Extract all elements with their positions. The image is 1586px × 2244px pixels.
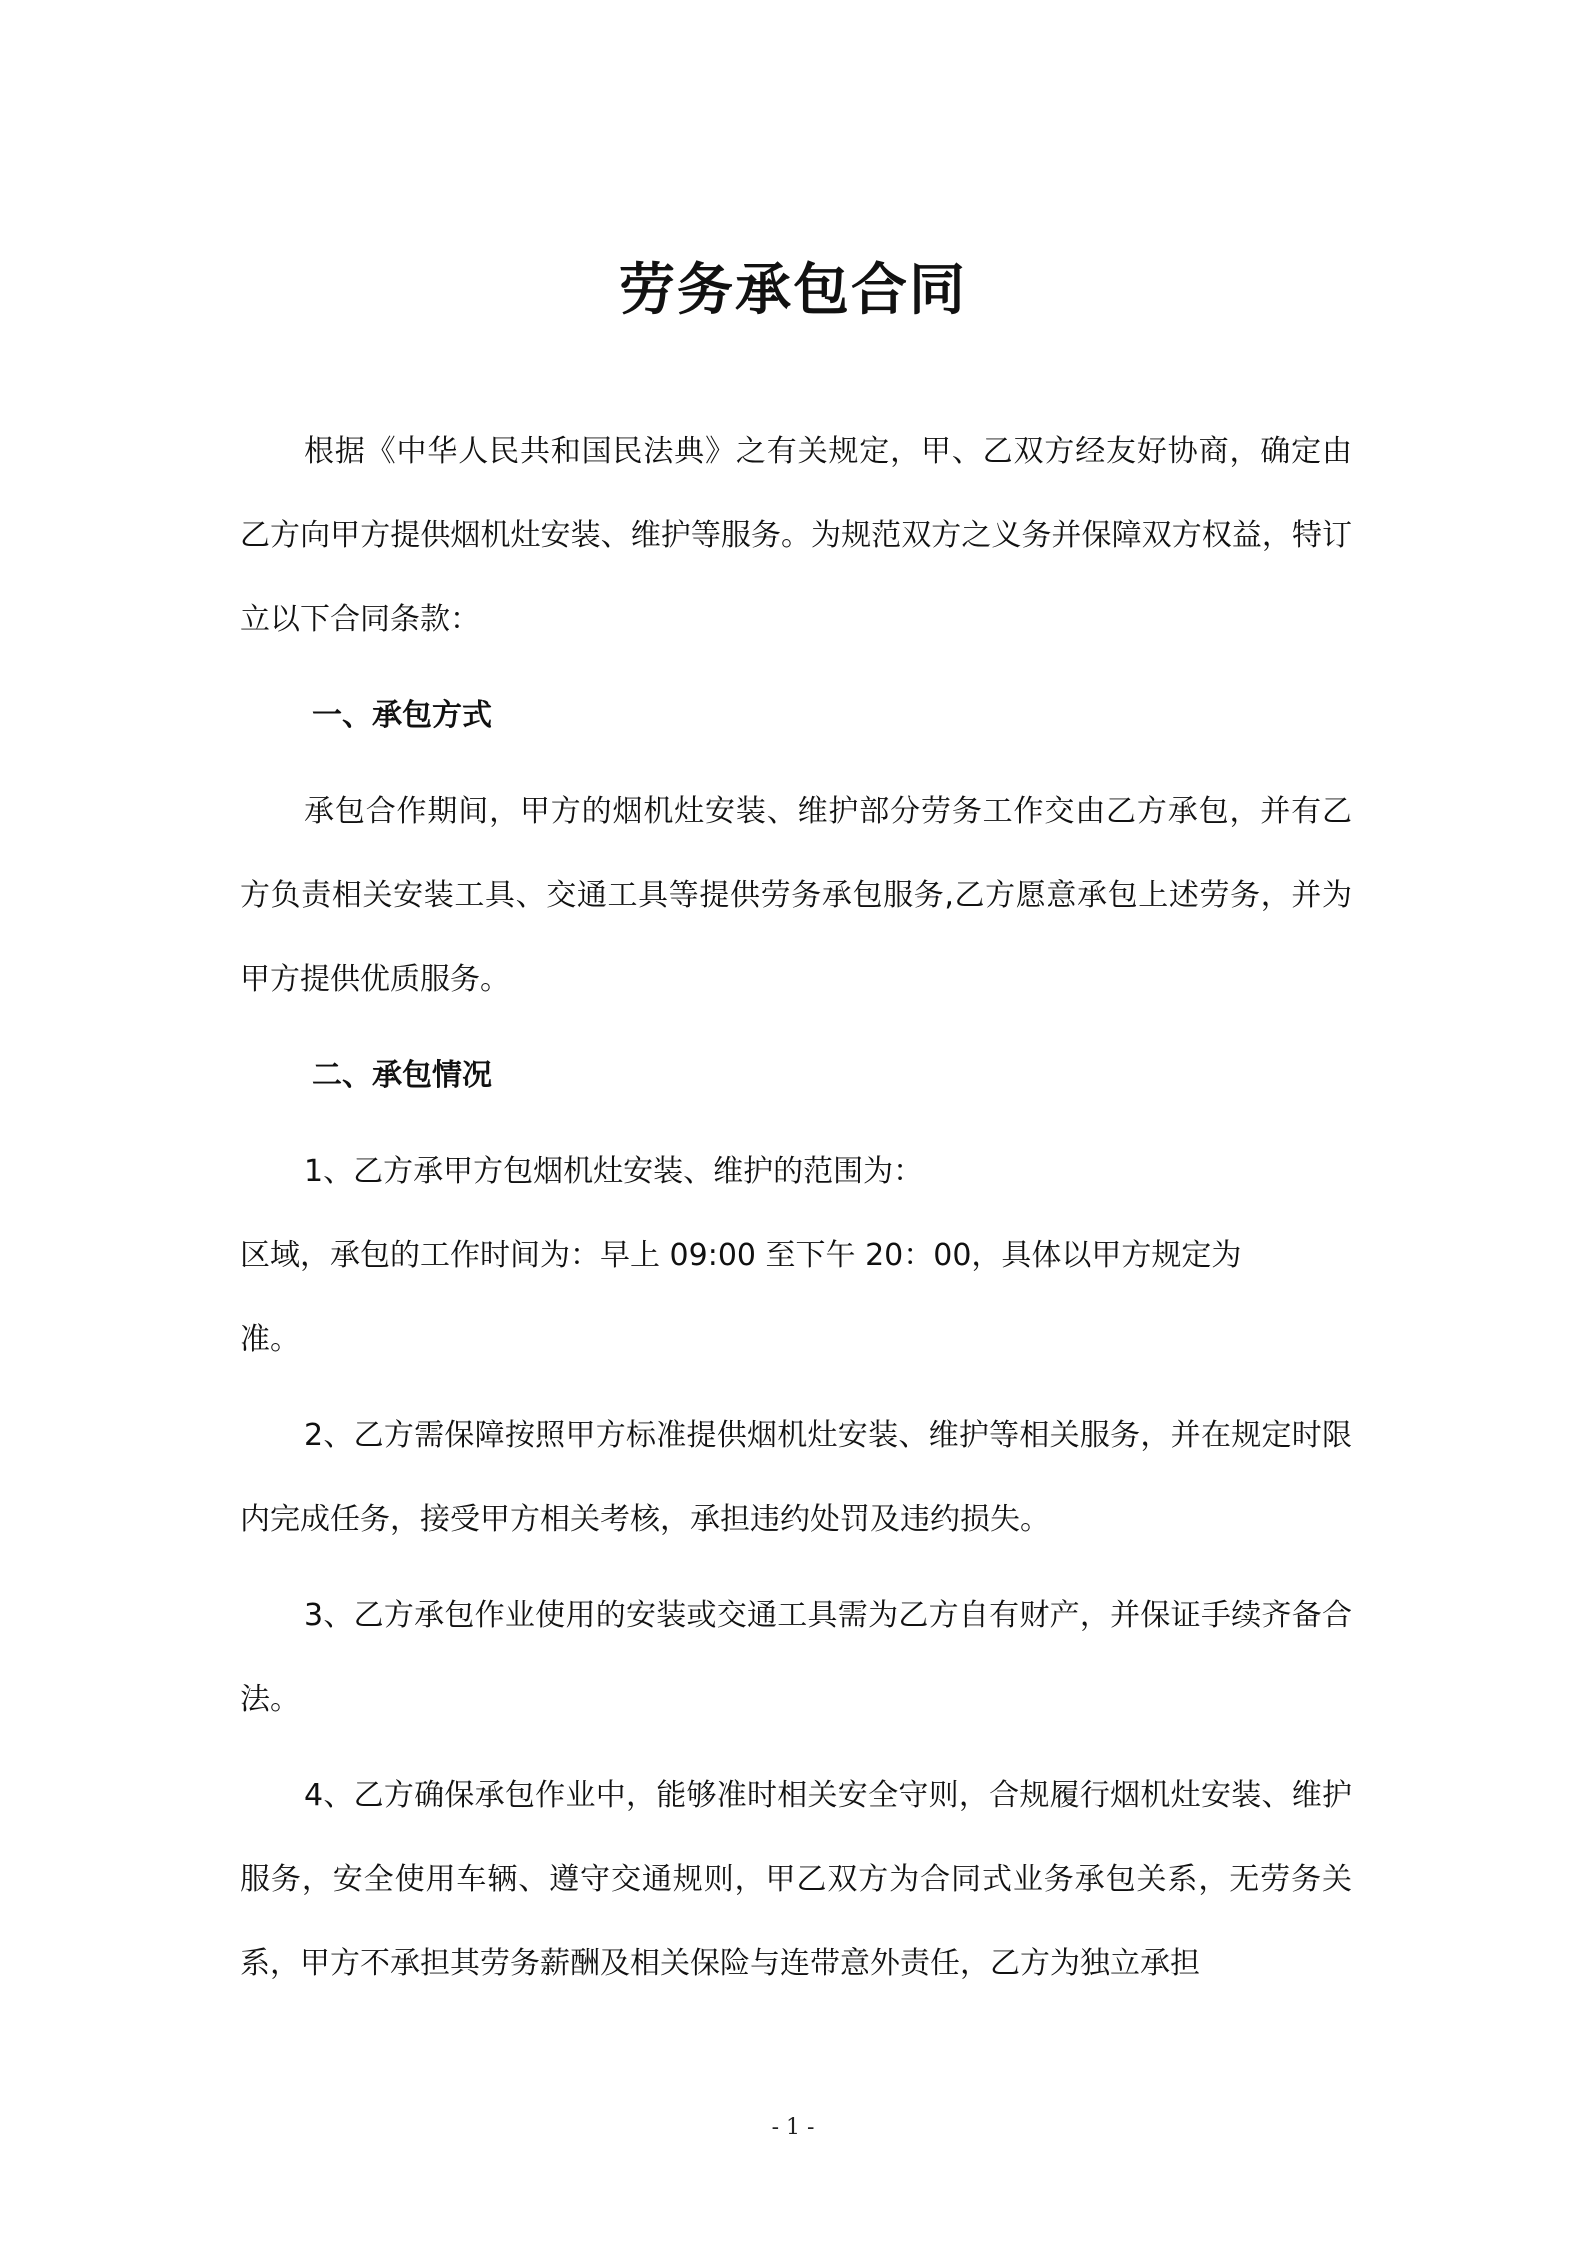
document-body [240, 410, 1352, 2006]
clause-1-line-1: 1、乙方承甲方包烟机灶安装、维护的范围为： [304, 1154, 924, 1189]
clause-4: 4、乙方确保承包作业中，能够准时相关安全守则，合规履行烟机灶安装、维护服务，安全使用车辆、遵守交通规则，甲乙双方为合同式业务承包关系，无劳务关系，甲方不承担其劳务薪酬及相关保险与连带意外责任，乙方为独立承担 [240, 1778, 1352, 1981]
intro-paragraph: 根据《中华人民共和国民法典》之有关规定，甲、乙双方经友好协商，确定由乙方向甲方提供烟机灶安装、维护等服务。为规范双方之义务并保障双方权益，特订立以下合同条款： [240, 434, 1352, 637]
section-paragraph-contract-method: 承包合作期间，甲方的烟机灶安装、维护部分劳务工作交由乙方承包，并有乙方负责相关安装工具、交通工具等提供劳务承包服务,乙方愿意承包上述劳务，并为甲方提供优质服务。 [240, 794, 1352, 997]
section-heading-contract-details: 二、承包情况 [312, 1058, 492, 1093]
page-number: - 1 - [771, 2115, 815, 2140]
document-title: 劳务承包合同 [619, 258, 967, 323]
clause-3: 3、乙方承包作业使用的安装或交通工具需为乙方自有财产，并保证手续齐备合法。 [240, 1598, 1352, 1717]
clause-1-line-3: 准。 [240, 1322, 300, 1357]
clause-2: 2、乙方需保障按照甲方标准提供烟机灶安装、维护等相关服务，并在规定时限内完成任务，接受甲方相关考核，承担违约处罚及违约损失。 [240, 1418, 1352, 1537]
clause-1-line-2: 区域，承包的工作时间为：早上 09:00 至下午 20：00，具体以甲方规定为 [240, 1238, 1242, 1273]
section-heading-contract-method: 一、承包方式 [312, 698, 492, 733]
